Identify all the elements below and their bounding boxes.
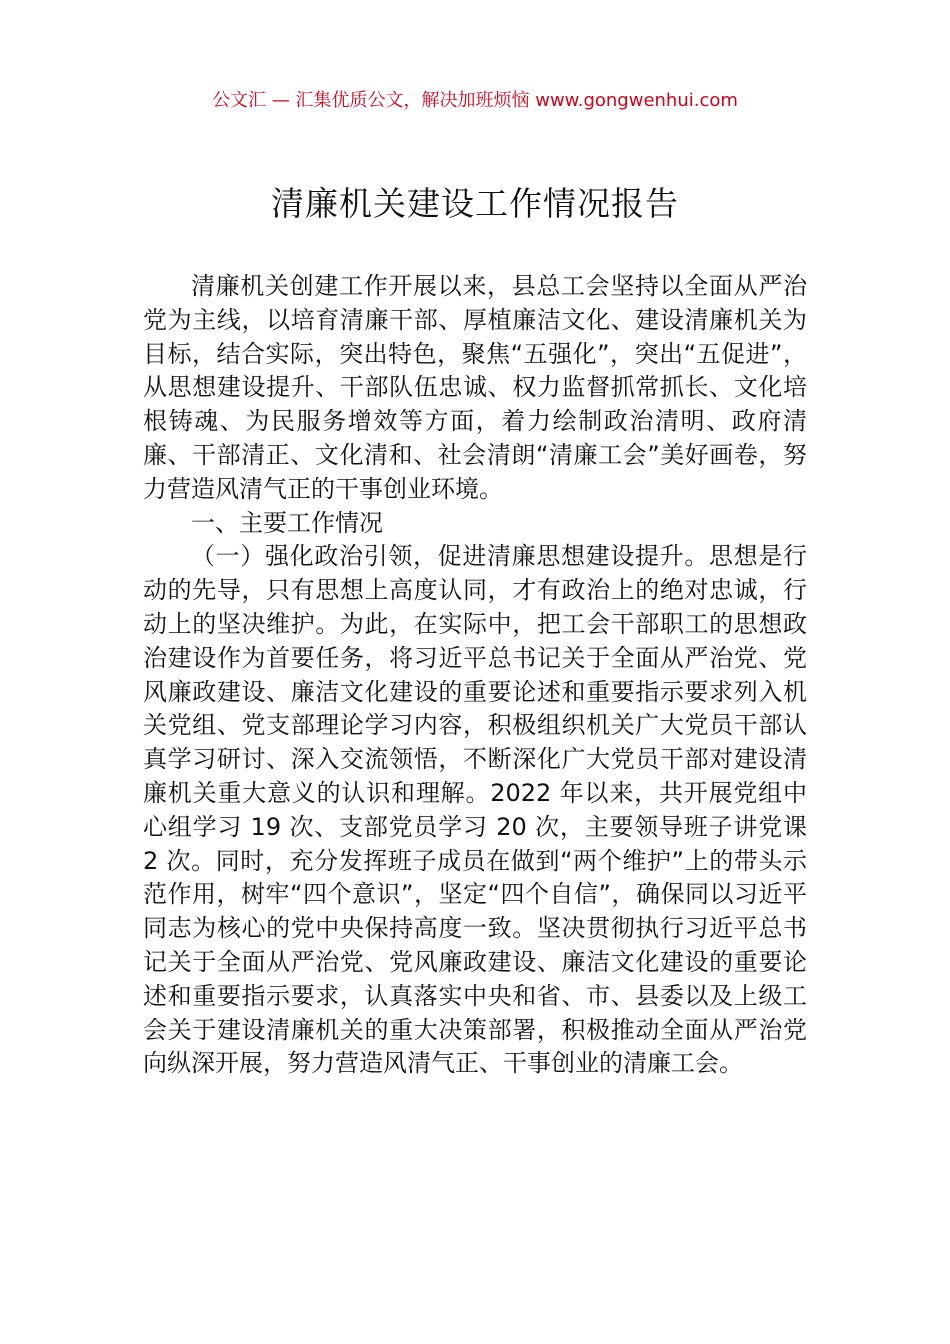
intro-paragraph: 清廉机关创建工作开展以来，县总工会坚持以全面从严治党为主线，以培育清廉干部、厚植廉洁文化、建设清廉机关为目标，结合实际，突出特色，聚焦“五强化”，突出“五促进”，从思想建设提升、干部队伍忠诚、权力监督抓常抓长、文化培根铸魂、为民服务增效等方面，着力绘制政治清明、政府清廉、干部清正、文化清和、社会清朗“清廉工会”美好画卷，努力营造风清气正的干事创业环境。 bbox=[143, 272, 807, 503]
header-watermark-text: 公文汇 — 汇集优质公文，解决加班烦恼 www.gongwenhui.com bbox=[212, 90, 738, 111]
section-paragraph: （一）强化政治引领，促进清廉思想建设提升。思想是行动的先导，只有思想上高度认同，才有政治上的绝对忠诚，行动上的坚决维护。为此，在实际中，把工会干部职工的思想政治建设作为首要任务，将习近平总书记关于全面从严治党、党风廉政建设、廉洁文化建设的重要论述和重要指示要求列入机关党组、党支部理论学习内容，积极组织机关广大党员干部认真学习研讨、深入交流领悟，不断深化广大党员干部对建设清廉机关重大意义的认识和理解。2022 年以来，共开展党组中心组学习 19 次、支部党员学习 20 次，主要领导班子讲党课 2 次。同时，充分发挥班子成员在做到“两个维护”上的带头示范作用，树牢“四个意识”，坚定“四个自信”，确保同以习近平同志为核心的党中央保持高度一致。坚决贯彻执行习近平总书记关于全面从严治党、党风廉政建设、廉洁文化建设的重要论述和重要指示要求，认真落实中央和省、市、县委以及上级工会关于建设清廉机关的重大决策部署，积极推动全面从严治党向纵深开展，努力营造风清气正、干事创业的清廉工会。 bbox=[143, 542, 807, 1078]
document-body bbox=[143, 270, 807, 1081]
document-title: 清廉机关建设工作情况报告 bbox=[271, 184, 679, 223]
section-heading: 一、主要工作情况 bbox=[191, 508, 383, 537]
